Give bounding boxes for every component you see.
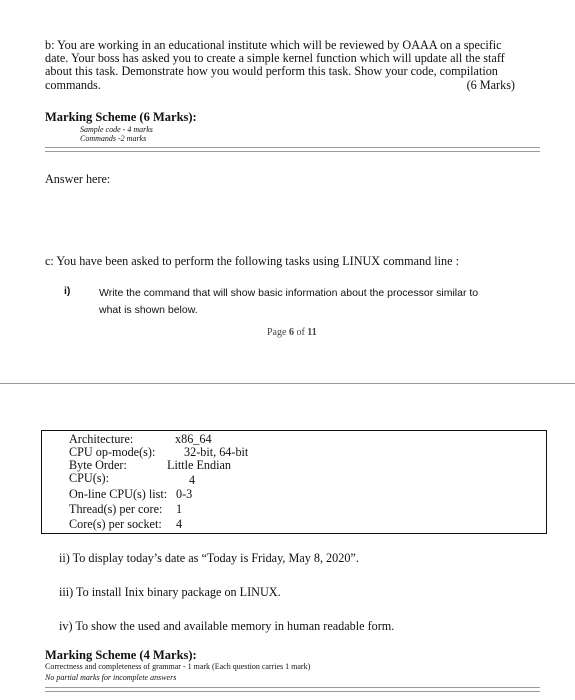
op-mode-value: 32-bit, 64-bit bbox=[184, 445, 249, 459]
cores-value: 4 bbox=[176, 517, 183, 531]
question-b-line-1: b: You are working in an educational institute which will be reviewed by OAAA on a specific bbox=[45, 38, 502, 52]
marking-scheme-b-title: Marking Scheme (6 Marks): bbox=[45, 110, 197, 124]
question-c-i bbox=[99, 285, 478, 319]
marking-scheme-c-title: Marking Scheme (4 Marks): bbox=[45, 648, 197, 662]
marking-scheme-c-line-2: No partial marks for incomplete answers bbox=[45, 673, 177, 682]
double-divider-bottom bbox=[45, 687, 540, 692]
question-b bbox=[45, 39, 523, 92]
architecture-label: Architecture: bbox=[69, 432, 134, 446]
question-b-line-2: date. Your boss has asked you to create a simple kernel function which will update all the staff bbox=[45, 51, 505, 66]
architecture-value: x86_64 bbox=[175, 432, 212, 446]
question-c-i-line-2: what is shown below. bbox=[99, 304, 198, 316]
question-b-line-4-row bbox=[45, 79, 523, 92]
question-b-line-4: commands. bbox=[45, 77, 101, 92]
question-iii: iii) To install Inix binary package on LINUX. bbox=[59, 585, 281, 599]
cpus-label: CPU(s): bbox=[69, 471, 109, 485]
byte-order-value: Little Endian bbox=[167, 458, 231, 472]
cpu-info-box bbox=[41, 430, 547, 534]
question-b-line-3: about this task. Demonstrate how you would perform this task. Show your code, compilation bbox=[45, 64, 498, 79]
question-ii: ii) To display today’s date as “Today is Friday, May 8, 2020”. bbox=[59, 551, 359, 565]
marking-scheme-b-item-2: Commands -2 marks bbox=[80, 134, 147, 143]
op-mode-label: CPU op-mode(s): bbox=[69, 445, 156, 459]
marking-scheme-b-item-1: Sample code - 4 marks bbox=[80, 125, 153, 134]
threads-value: 1 bbox=[176, 502, 183, 516]
double-divider-top bbox=[45, 147, 540, 152]
page-number: Page 6 of 11 bbox=[267, 327, 317, 338]
online-cpus-label: On-line CPU(s) list: bbox=[69, 487, 168, 501]
marking-scheme-c-line-1: Correctness and completeness of grammar - 1 mark (Each question carries 1 mark) bbox=[45, 662, 311, 671]
question-iv: iv) To show the used and available memory in human readable form. bbox=[59, 619, 395, 633]
online-cpus-value: 0-3 bbox=[176, 487, 193, 501]
page-break-line bbox=[0, 383, 575, 384]
cpus-value: 4 bbox=[189, 473, 196, 487]
threads-label: Thread(s) per core: bbox=[69, 502, 163, 516]
answer-label: Answer here: bbox=[45, 172, 111, 186]
cores-label: Core(s) per socket: bbox=[69, 517, 162, 531]
question-c-i-number: i) bbox=[64, 285, 71, 297]
byte-order-label: Byte Order: bbox=[69, 458, 127, 472]
question-c: c: You have been asked to perform the following tasks using LINUX command line : bbox=[45, 254, 459, 268]
question-c-i-line-1: Write the command that will show basic information about the processor similar to bbox=[99, 287, 479, 299]
question-b-marks: (6 Marks) bbox=[466, 77, 515, 92]
